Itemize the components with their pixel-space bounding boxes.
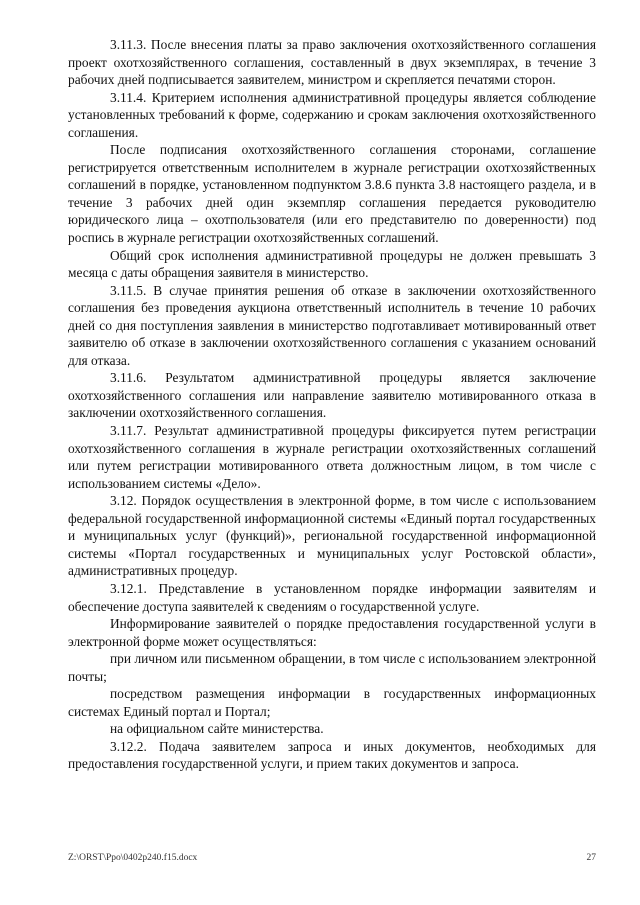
paragraph-total-term: Общий срок исполнения административной процедуры не должен превышать 3 месяца с даты обращения заявителя в министерство. — [68, 247, 596, 281]
paragraph-info-systems: посредством размещения информации в государственных информационных системах Единый портал и Портал; — [68, 686, 596, 719]
document-body — [68, 36, 596, 773]
paragraph-personal-request: при личном или письменном обращении, в том числе с использованием электронной почты; — [68, 651, 596, 684]
paragraph-informing: Информирование заявителей о порядке предоставления государственной услуги в электронной форме может осуществляться: — [68, 616, 596, 649]
paragraph-3-11-5: 3.11.5. В случае принятия решения об отказе в заключении охотхозяйственного соглашения без проведения аукциона ответственный исполнитель в течение 10 рабочих дней со дня поступления заявления в министерство подготавливает мотивированный ответ заявителю об отказе в заключении охотхозяйственного соглашения с указанием оснований для отказа. — [68, 282, 596, 368]
paragraph-3-12-1: 3.12.1. Представление в установленном порядке информации заявителям и обеспечение доступа заявителей к сведениям о государственной услуге. — [68, 580, 596, 614]
paragraph-3-11-3: 3.11.3. После внесения платы за право заключения охотхозяйственного соглашения проект охотхозяйственного соглашения, составленный в двух экземплярах, в течение 3 рабочих дней подписывается заявителем, министром и скрепляется печатями сторон. — [68, 37, 596, 88]
paragraph-3-11-4: 3.11.4. Критерием исполнения административной процедуры является соблюдение установленных требований к форме, содержанию и срокам заключения охотхозяйственного соглашения. — [68, 89, 596, 140]
page-number: 27 — [586, 853, 596, 863]
paragraph-registration: После подписания охотхозяйственного соглашения сторонами, соглашение регистрируется ответственным исполнителем в журнале регистрации охотхозяйственных соглашений в порядке, установленном подпунктом 3.8.6 пункта 3.8 настоящего раздела, и в течение 3 рабочих дней один экземпляр соглашения передается руководителю юридического лица – охотпользователя (или его представителю по доверенности) под роспись в журнале регистрации охотхозяйственных соглашений. — [68, 142, 596, 246]
footer-file-path: Z:\ORST\Ppo\0402p240.f15.docx — [68, 853, 198, 863]
paragraph-3-12-2: 3.12.2. Подача заявителем запроса и иных документов, необходимых для предоставления государственной услуги, и прием таких документов и запроса. — [68, 738, 596, 772]
paragraph-3-12: 3.12. Порядок осуществления в электронной форме, в том числе с использованием федеральной государственной информационной системы «Единый портал государственных и муниципальных услуг (функций)», региональной государственной информационной системы «Портал государственных и муниципальных услуг Ростовской области», административных процедур. — [68, 493, 596, 579]
paragraph-3-11-7: 3.11.7. Результат административной процедуры фиксируется путем регистрации охотхозяйственного соглашения в журнале регистрации охотхозяйственных соглашений или путем регистрации мотивированного ответа должностным лицом, в том числе с использованием системы «Дело». — [68, 423, 596, 491]
paragraph-official-site: на официальном сайте министерства. — [110, 721, 324, 737]
paragraph-3-11-6: 3.11.6. Результатом административной процедуры является заключение охотхозяйственного соглашения или направление заявителю мотивированного отказа в заключении охотхозяйственного соглашения. — [68, 370, 596, 421]
